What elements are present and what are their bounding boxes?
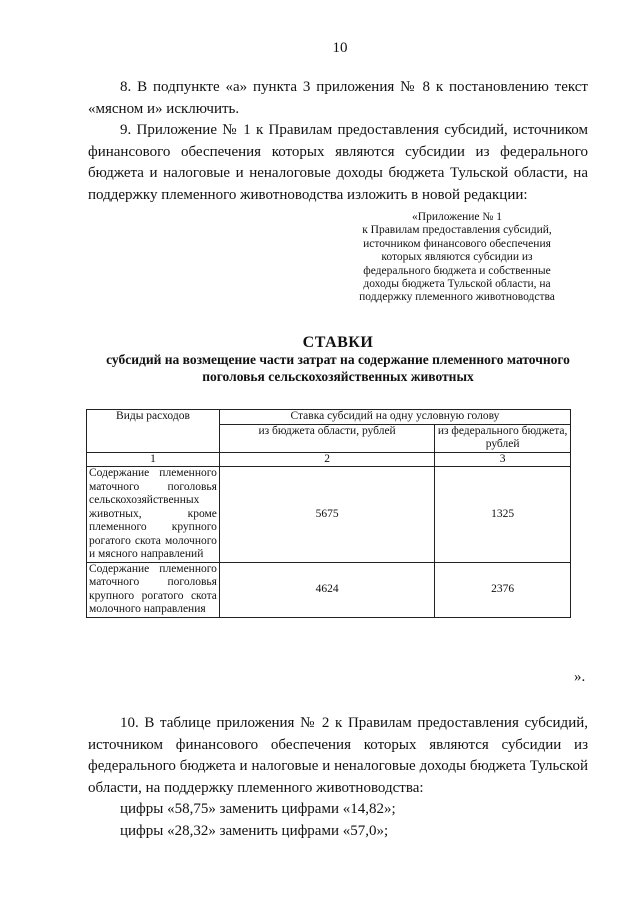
replacement-line-1: цифры «58,75» заменить цифрами «14,82»; — [120, 801, 396, 817]
appendix-line: поддержку племенного животноводства — [359, 291, 555, 304]
expense-description: Содержание племенного маточного поголовья сельскохозяйственных животных, кроме племенного крупного рогатого скота молочного и мясного направлений — [87, 467, 220, 563]
regional-rate: 4624 — [219, 562, 434, 617]
appendix-line: к Правилам предоставления субсидий, — [362, 224, 552, 237]
closing-quote: ». — [574, 669, 586, 685]
table-column-numbers — [87, 452, 571, 467]
appendix-line: которых являются субсидии из — [381, 251, 533, 264]
appendix-line: доходы бюджета Тульской области, на — [363, 278, 551, 291]
table-title: СТАВКИ — [302, 334, 374, 351]
federal-rate: 2376 — [435, 562, 571, 617]
regional-rate: 5675 — [219, 467, 434, 563]
paragraph-8: 8. В подпункте «а» пункта 3 приложения № 8 к постановлению текст «мясном и» исключить. — [88, 79, 588, 117]
column-number: 1 — [87, 452, 220, 467]
table-row — [87, 467, 571, 563]
paragraph-9: 9. Приложение № 1 к Правилам предоставления субсидий, источником финансового обеспечения которых являются субсидии из федерального бюджета и налоговые и неналоговые доходы бюджета Тульской области, на поддержку племенного животноводства изложить в новой редакции: — [88, 122, 588, 203]
header-rate: Ставка субсидий на одну условную голову — [219, 410, 570, 425]
appendix-line: федерального бюджета и собственные — [363, 264, 551, 277]
table-subtitle: субсидий на возмещение части затрат на содержание племенного маточного поголовья сельскохозяйственных животных — [106, 352, 570, 384]
table-row — [87, 562, 571, 617]
column-number: 2 — [219, 452, 434, 467]
federal-rate: 1325 — [435, 467, 571, 563]
subsidy-rates-table — [86, 409, 571, 618]
header-expense-type: Виды расходов — [87, 410, 220, 453]
expense-description: Содержание племенного маточного поголовья крупного рогатого скота молочного направления — [87, 562, 220, 617]
appendix-line: источником финансового обеспечения — [363, 237, 551, 250]
header-federal-budget: из федерального бюджета, рублей — [435, 424, 571, 452]
appendix-line: «Приложение № 1 — [412, 211, 502, 223]
header-regional-budget: из бюджета области, рублей — [219, 424, 434, 452]
table-header-row — [87, 410, 571, 425]
paragraph-10: 10. В таблице приложения № 2 к Правилам предоставления субсидий, источником финансового обеспечения которых являются субсидии из федерального бюджета и налоговые и неналоговые доходы бюджета Тульской области, на поддержку племенного животноводства: — [88, 715, 588, 796]
column-number: 3 — [435, 452, 571, 467]
appendix-reference — [346, 211, 568, 305]
page-number: 10 — [332, 40, 348, 56]
replacement-line-2: цифры «28,32» заменить цифрами «57,0»; — [120, 823, 389, 839]
